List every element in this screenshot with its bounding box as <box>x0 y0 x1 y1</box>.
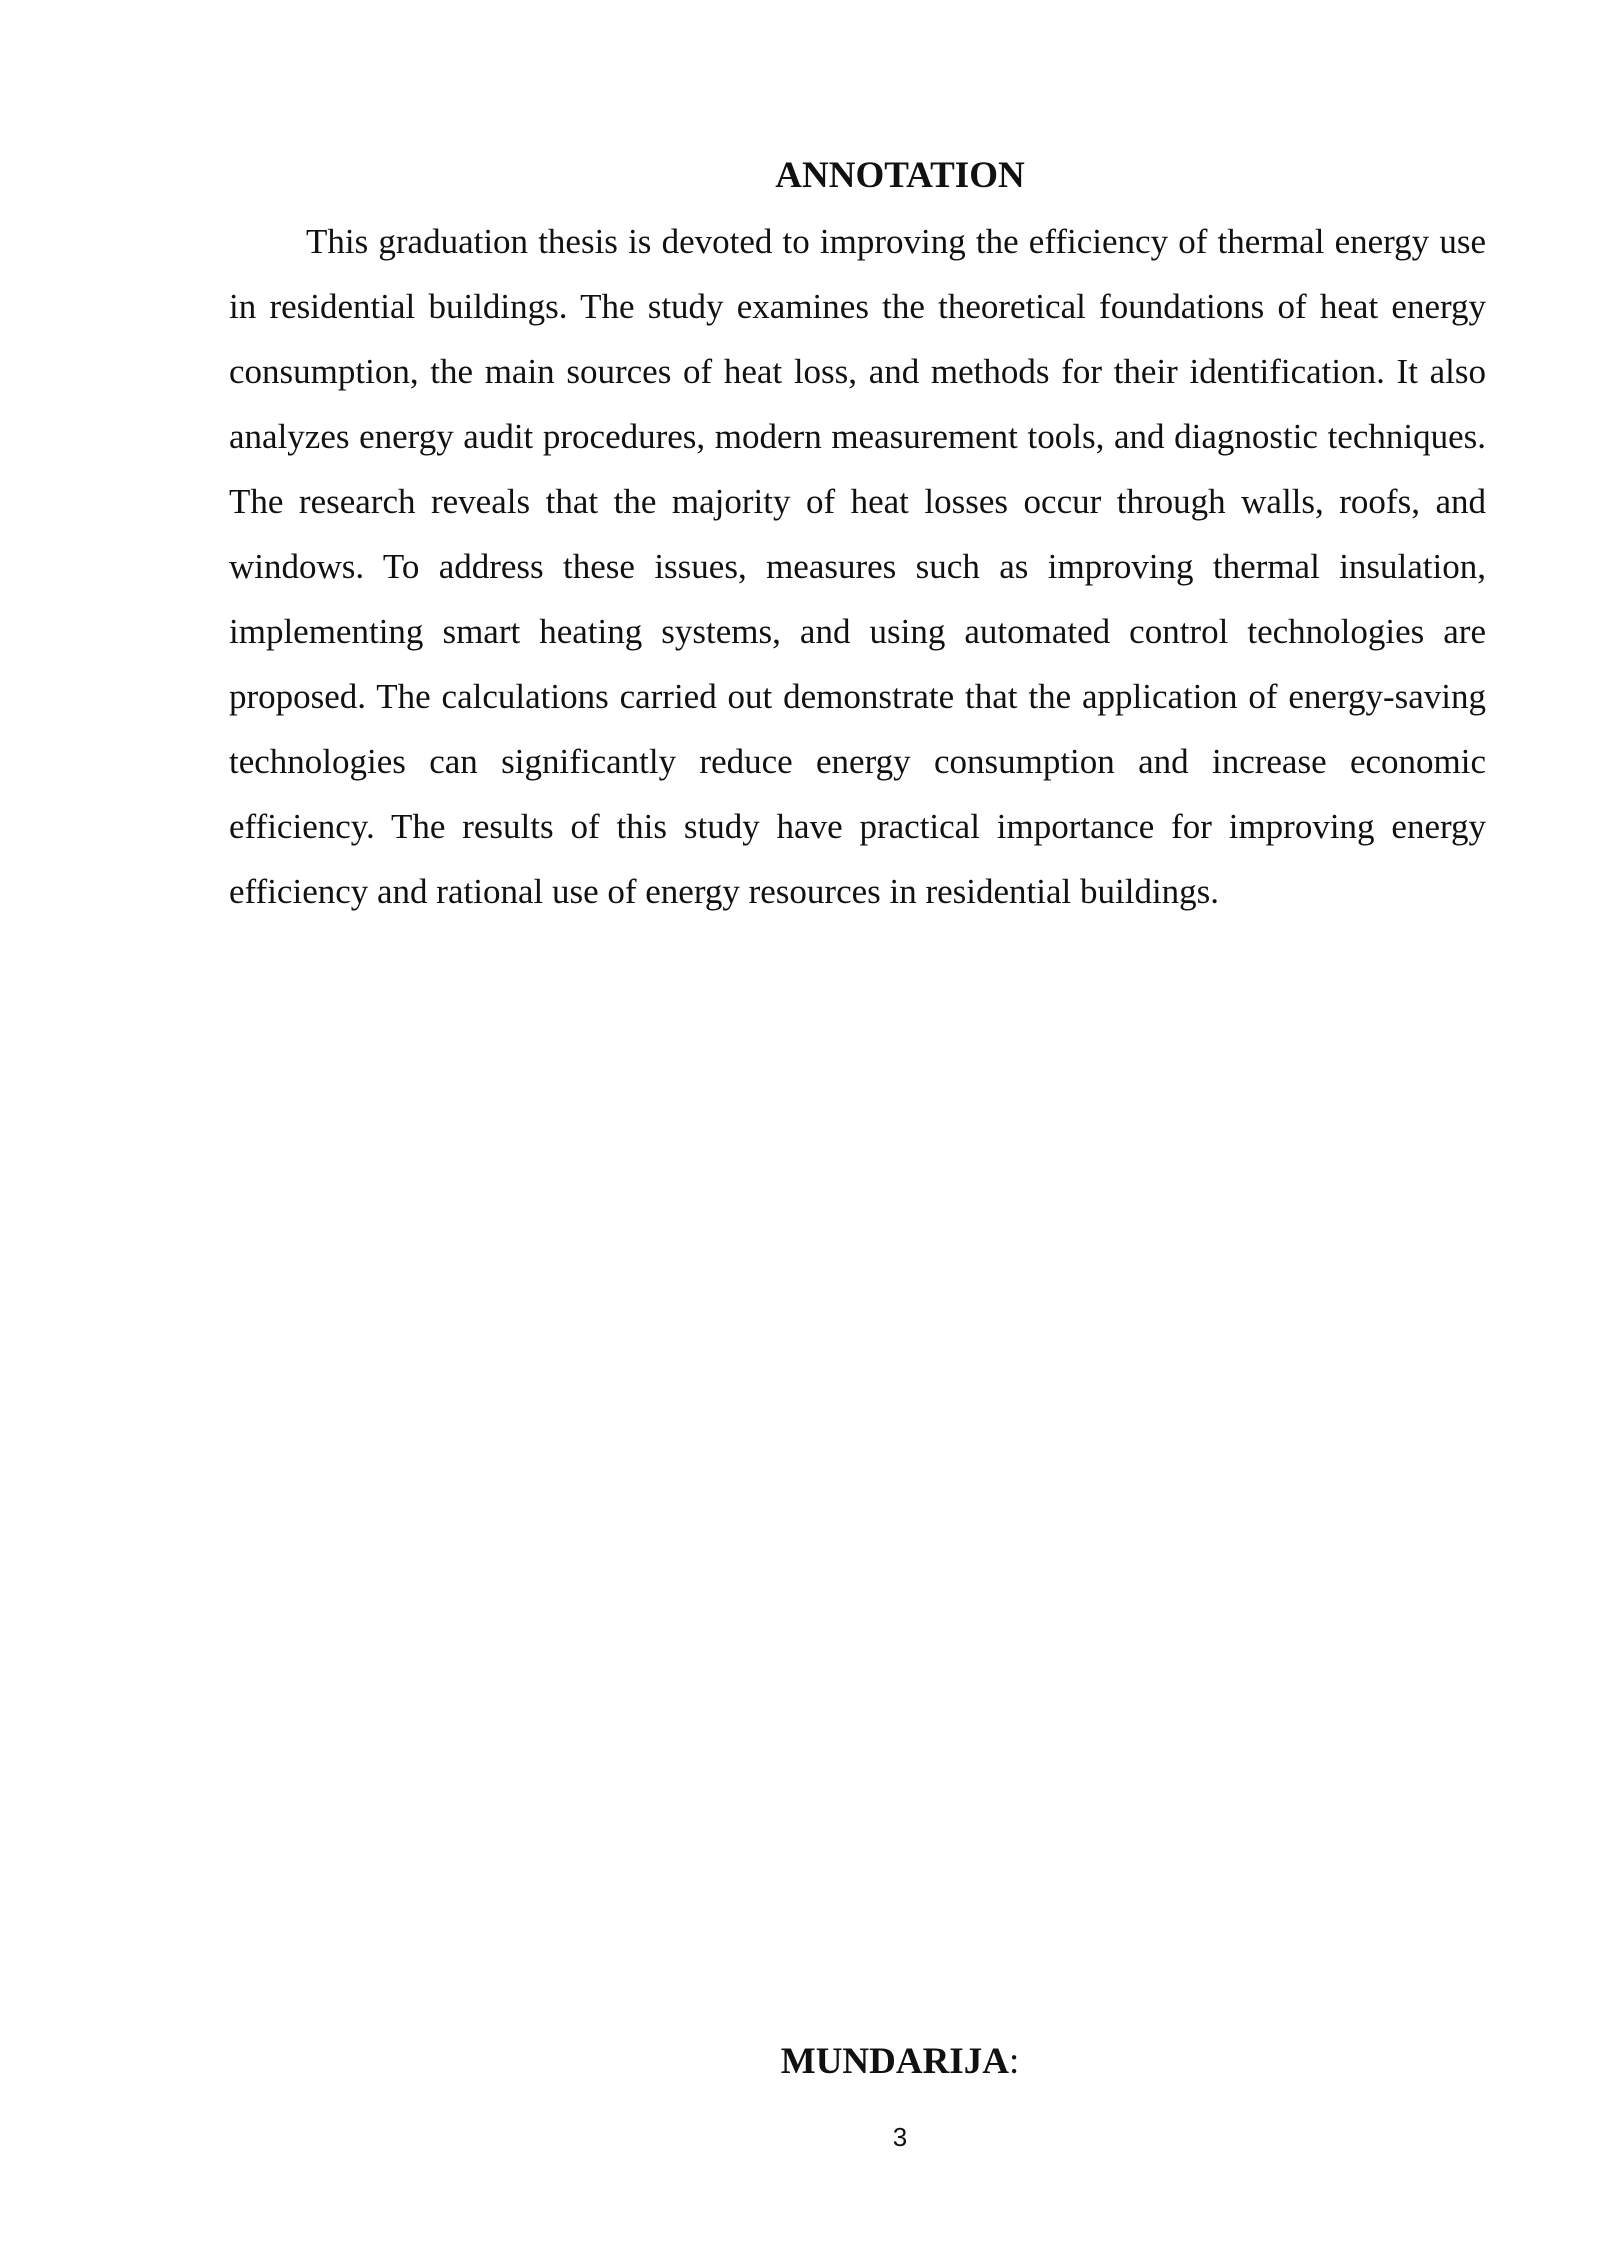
contents-heading <box>0 2040 1600 2084</box>
annotation-heading: ANNOTATION <box>775 155 1025 196</box>
contents-heading-colon: : <box>1008 2041 1020 2082</box>
contents-heading-title: MUNDARIJA <box>780 2041 1009 2082</box>
annotation-paragraph: This graduation thesis is devoted to improving the efficiency of thermal energy use in residential buildings. The study examines the theoretical foundations of heat energy consumption, the main sources of heat loss, and methods for their identification. It also analyzes energy audit procedures, modern measurement tools, and diagnostic techniques. The research reveals that the majority of heat losses occur through walls, roofs, and windows. To address these issues, measures such as improving thermal insulation, implementing smart heating systems, and using automated control technologies are proposed. The calculations carried out demonstrate that the application of energy-saving technologies can significantly reduce energy consumption and increase economic efficiency. The results of this study have practical importance for improving energy efficiency and rational use of energy resources in residential buildings. <box>229 222 1486 911</box>
page-number: 3 <box>892 2122 908 2152</box>
